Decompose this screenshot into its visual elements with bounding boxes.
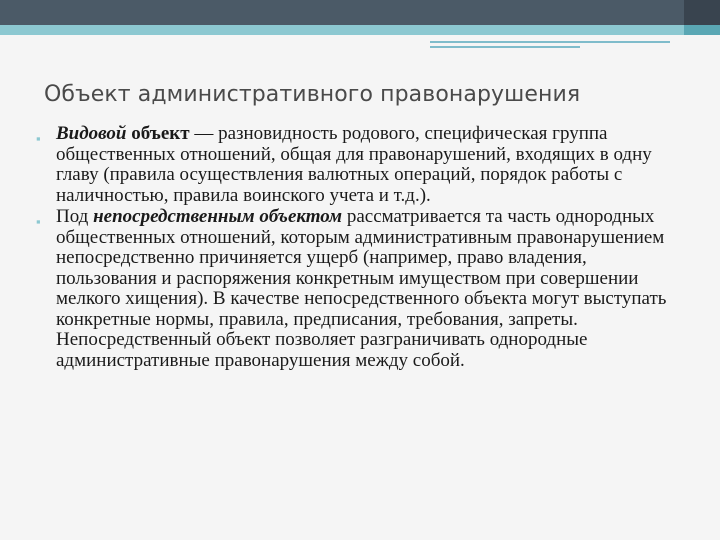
term-species: Видовой: [56, 123, 127, 144]
header-band-teal: [0, 25, 720, 35]
bullet-text: — разновидность родового, специфическая группа общественных отношений, общая для правонарушений, входящих в одну главу (правила осуществления валютных операций, порядок работы с наличностью, правила воинского учета и т.д.).: [56, 123, 652, 206]
term-object: объект: [126, 123, 190, 144]
accent-line-long: [430, 41, 670, 43]
slide-title: Объект административного правонарушения: [44, 82, 581, 107]
header-band-dark-corner: [684, 0, 720, 25]
term-direct-object: объектом: [254, 206, 343, 227]
header-band-teal-corner: [684, 25, 720, 35]
bullet-item-direct-object: [36, 207, 686, 371]
bullet-marker-icon: ▪: [36, 131, 41, 146]
accent-line-short: [430, 46, 580, 48]
bullet-prefix: Под: [56, 206, 94, 227]
bullet-text: рассматривается та часть однородных общественных отношений, которым административным правонарушением непосредственно причиняется ущерб (например, право владения, пользования и распоряжения конкретным имуществом при совершении мелкого хищения). В качестве непосредственного объекта могут выступать конкретные нормы, правила, предписания, требования, запреты. Непосредственный объект позволяет разграничивать однородные административные правонарушения между собой.: [56, 206, 667, 371]
term-direct: непосредственным: [93, 206, 255, 227]
bullet-marker-icon: ▪: [36, 214, 41, 229]
header-band-dark: [0, 0, 720, 25]
slide-body: [36, 124, 686, 372]
bullet-item-species-object: [36, 124, 686, 206]
